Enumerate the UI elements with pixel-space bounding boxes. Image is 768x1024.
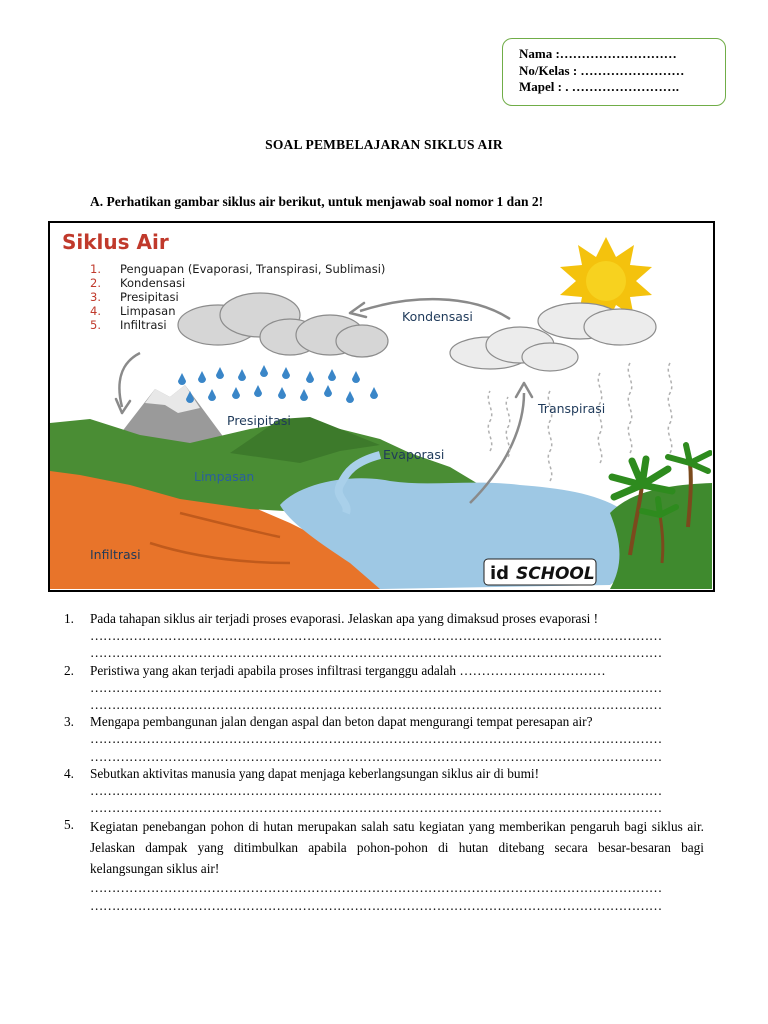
answer-line[interactable]: …………………………………………………………………………………………………………………… — [90, 697, 662, 713]
identity-box — [502, 38, 726, 106]
answer-line[interactable]: …………………………………………………………………………………………………………………… — [90, 628, 662, 644]
step-text: Presipitasi — [120, 290, 179, 304]
question-number: 5. — [64, 817, 74, 833]
step-num: 3. — [90, 290, 101, 304]
label-kondensasi: Kondensasi — [402, 309, 473, 324]
question-text: Peristiwa yang akan terjadi apabila proses infiltrasi terganggu adalah …………………………… — [90, 662, 606, 678]
question-number: 3. — [64, 714, 74, 730]
diagram-heading: Siklus Air — [62, 230, 169, 254]
section-instruction: A. Perhatikan gambar siklus air berikut, untuk menjawab soal nomor 1 dan 2! — [90, 194, 544, 209]
subject-field[interactable]: : . ……………………. — [554, 79, 679, 94]
question-number: 1. — [64, 611, 74, 626]
answer-line[interactable]: …………………………………………………………………………………………………………………… — [90, 679, 662, 695]
answer-line[interactable]: …………………………………………………………………………………………………………………… — [90, 897, 662, 913]
name-row[interactable] — [519, 46, 725, 63]
question-text: Kegiatan penebangan pohon di hutan merupakan salah satu kegiatan yang memberikan pengaruh bagi siklus air. Jelaskan dampak yang ditimbulkan apabila pohon-pohon di hutan ditebang secara besar-besaran bagi kelangsungan siklus air! — [90, 819, 704, 877]
class-label: No/Kelas — [519, 62, 570, 78]
label-transpirasi: Transpirasi — [538, 401, 606, 416]
question-text: Mengapa pembangunan jalan dengan aspal dan beton dapat mengurangi tempat peresapan air? — [90, 714, 593, 730]
water-cycle-figure — [48, 221, 715, 592]
answer-line[interactable]: …………………………………………………………………………………………………………………… — [90, 880, 662, 896]
label-evaporasi: Evaporasi — [383, 447, 445, 462]
subject-label: Mapel — [519, 79, 555, 94]
label-infiltrasi: Infiltrasi — [90, 547, 141, 562]
question-item — [64, 662, 704, 714]
subject-row[interactable] — [519, 79, 725, 96]
question-item — [64, 610, 704, 662]
step-num: 1. — [90, 262, 101, 276]
step-num: 2. — [90, 276, 101, 290]
label-limpasan: Limpasan — [194, 469, 255, 484]
question-text: Sebutkan aktivitas manusia yang dapat menjaga keberlangsungan siklus air di bumi! — [90, 765, 540, 781]
answer-line[interactable]: …………………………………………………………………………………………………………………… — [90, 731, 662, 747]
class-field[interactable]: : …………………… — [569, 62, 685, 78]
question-item — [64, 765, 704, 817]
answer-line[interactable]: …………………………………………………………………………………………………………………… — [90, 783, 662, 799]
question-item — [64, 816, 704, 913]
question-list — [64, 610, 704, 914]
answer-line[interactable]: …………………………………………………………………………………………………………………… — [90, 748, 662, 764]
step-text: Infiltrasi — [120, 318, 167, 332]
name-field[interactable]: :……………………… — [552, 46, 677, 61]
step-text: Penguapan (Evaporasi, Transpirasi, Sublimasi) — [120, 262, 386, 276]
class-row[interactable] — [519, 63, 725, 80]
question-text: Pada tahapan siklus air terjadi proses evaporasi. Jelaskan apa yang dimaksud proses evaporasi ! — [90, 611, 599, 626]
water-cycle-diagram — [50, 223, 712, 589]
logo-id: id — [490, 563, 510, 584]
name-label: Nama — [519, 46, 553, 61]
step-text: Kondensasi — [120, 276, 186, 290]
page-title: SOAL PEMBELAJARAN SIKLUS AIR — [265, 137, 503, 152]
idschool-logo — [484, 559, 596, 585]
question-number: 4. — [64, 765, 74, 781]
label-presipitasi: Presipitasi — [227, 413, 291, 428]
question-item — [64, 713, 704, 765]
step-num: 5. — [90, 318, 101, 332]
question-number: 2. — [64, 662, 74, 678]
step-num: 4. — [90, 304, 101, 318]
step-text: Limpasan — [120, 304, 176, 318]
logo-school: SCHOOL — [516, 564, 595, 584]
answer-line[interactable]: …………………………………………………………………………………………………………………… — [90, 800, 662, 816]
answer-line[interactable]: …………………………………………………………………………………………………………………… — [90, 645, 662, 661]
